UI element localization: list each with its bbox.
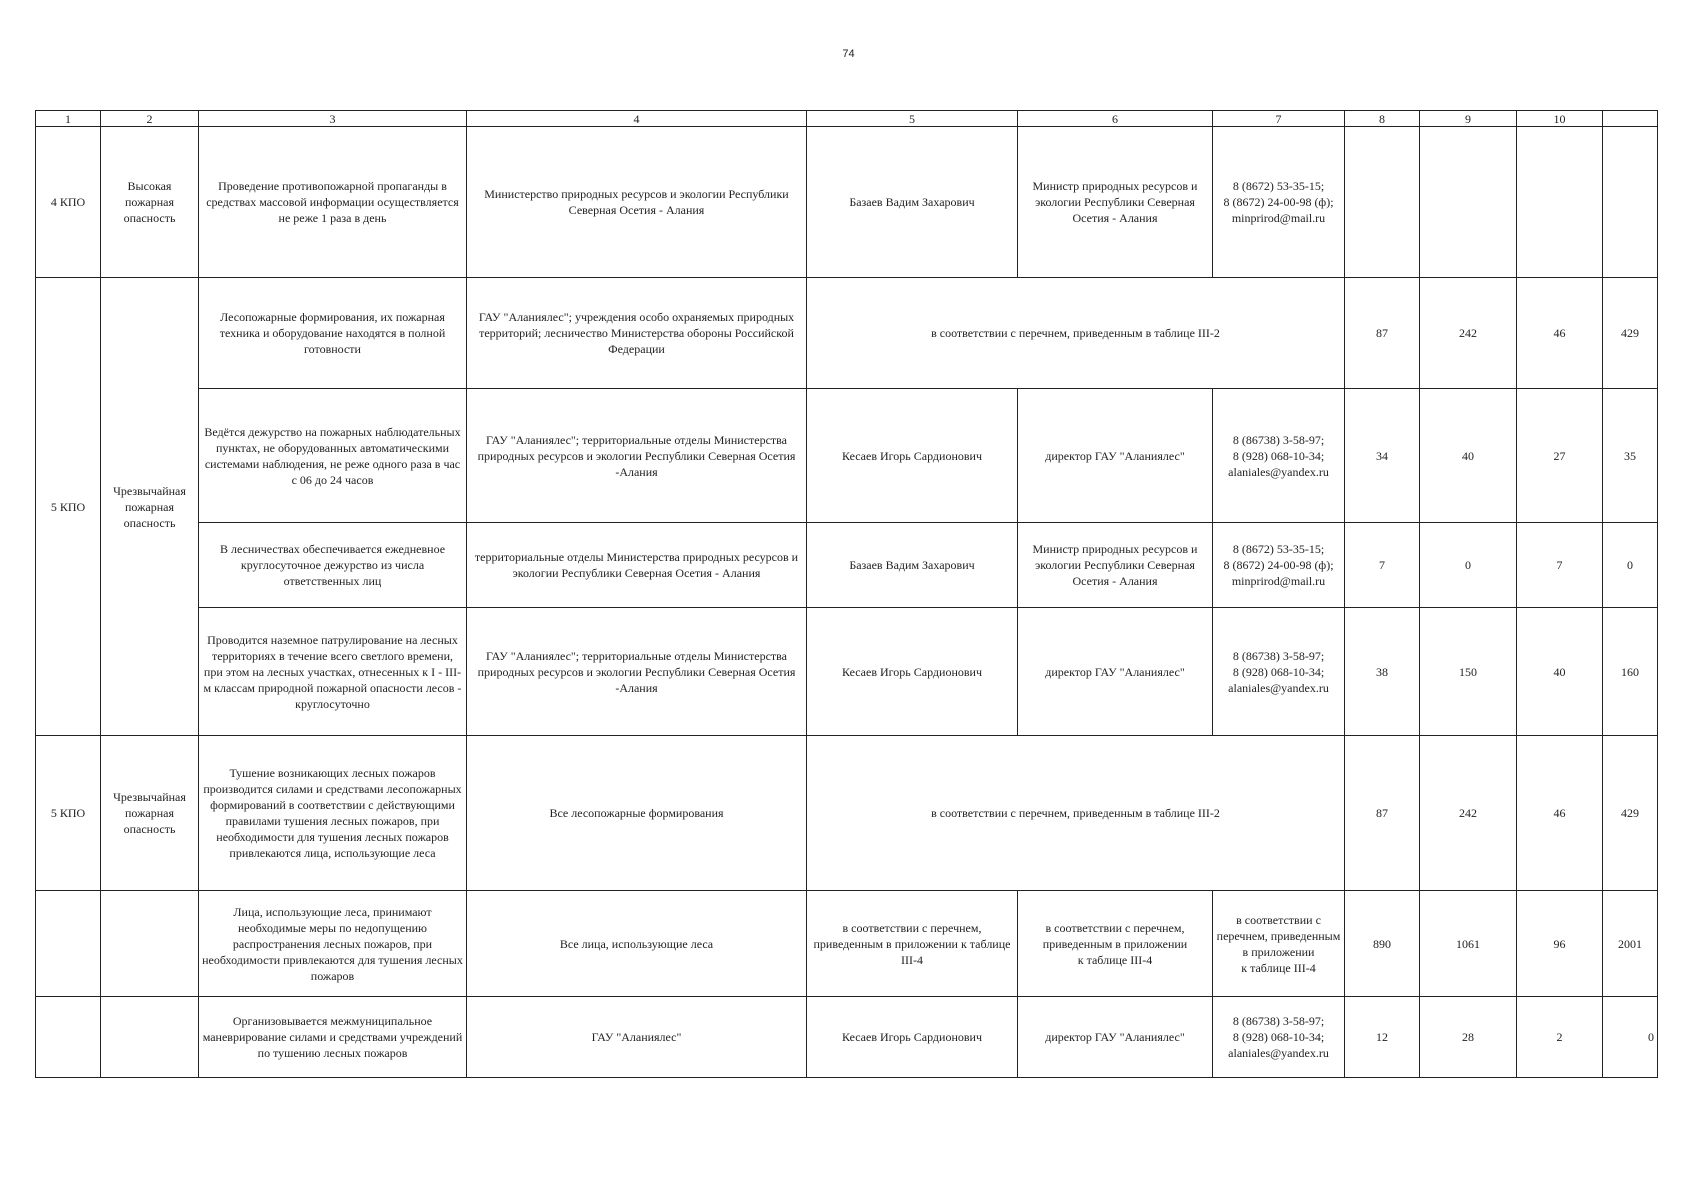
measure-text: Ведётся дежурство на пожарных наблюдательных пунктах, не оборудованных автоматическими системами наблюдения, не реже одного раза в час с 06 до 24 часов [199,389,467,523]
table-row [36,736,1658,891]
value-col8: 38 [1345,608,1420,736]
measure-text: Лица, использующие леса, принимают необходимые меры по недопущению распространения лесных пожаров, при необходимости привлекаются для тушения лесных пожаров [199,891,467,997]
value-col10: 40 [1517,608,1603,736]
value-col10: 96 [1517,891,1603,997]
value-col9: 242 [1420,736,1517,891]
value-col8: 890 [1345,891,1420,997]
position: в соответствии с перечнем, приведенным в приложении к таблице III-4 [1018,891,1213,997]
position: директор ГАУ "Аланиялес" [1018,608,1213,736]
value-col10: 2 [1517,997,1603,1078]
contacts: 8 (86738) 3-58-97; 8 (928) 068-10-34; alaniales@yandex.ru [1213,389,1345,523]
value-col10: 7 [1517,523,1603,608]
organization: территориальные отделы Министерства природных ресурсов и экологии Республики Северная Осетия - Алания [467,523,807,608]
column-number [1603,111,1658,127]
value-col10: 27 [1517,389,1603,523]
measure-text: Тушение возникающих лесных пожаров производится силами и средствами лесопожарных формирований в соответствии с действующими правилами тушения лесных пожаров, при необходимости для тушения лесных пожаров привлекаются лица, использующие леса [199,736,467,891]
table-row [36,891,1658,997]
empty-cell [36,891,101,997]
value-col9: 0 [1420,523,1517,608]
contacts: в соответствии с перечнем, приведенным в приложении к таблице III-4 [1213,891,1345,997]
column-number: 6 [1018,111,1213,127]
column-number: 4 [467,111,807,127]
table-row [36,389,1658,523]
measure-text: Проведение противопожарной пропаганды в средствах массовой информации осуществляется не реже 1 раза в день [199,127,467,278]
danger-level: Высокая пожарная опасность [101,127,199,278]
value-cell [1517,127,1603,278]
danger-level: Чрезвычайная пожарная опасность [101,278,199,736]
value-col8: 87 [1345,736,1420,891]
organization: ГАУ "Аланиялес"; учреждения особо охраняемых природных территорий; лесничество Министерства обороны Российской Федерации [467,278,807,389]
responsible-person: Базаев Вадим Захарович [807,523,1018,608]
column-number: 8 [1345,111,1420,127]
value-col11: 429 [1603,736,1658,891]
organization: Все лесопожарные формирования [467,736,807,891]
value-col8: 34 [1345,389,1420,523]
value-col9: 1061 [1420,891,1517,997]
column-number: 1 [36,111,101,127]
column-number: 7 [1213,111,1345,127]
column-number: 9 [1420,111,1517,127]
organization: Министерство природных ресурсов и экологии Республики Северная Осетия - Алания [467,127,807,278]
value-col9: 28 [1420,997,1517,1078]
kpo-class: 5 КПО [36,736,101,891]
empty-cell [101,891,199,997]
empty-cell [36,997,101,1078]
table-row [36,278,1658,389]
organization: ГАУ "Аланиялес"; территориальные отделы Министерства природных ресурсов и экологии Республики Северная Осетия -Алания [467,389,807,523]
column-number-row [36,111,1658,127]
page-number: 74 [842,48,855,60]
contacts: 8 (86738) 3-58-97; 8 (928) 068-10-34; alaniales@yandex.ru [1213,608,1345,736]
responsible-person: в соответствии с перечнем, приведенным в приложении к таблице III-4 [807,891,1018,997]
column-number: 10 [1517,111,1603,127]
position: Министр природных ресурсов и экологии Республики Северная Осетия - Алания [1018,523,1213,608]
value-col10: 46 [1517,278,1603,389]
responsible-person: Базаев Вадим Захарович [807,127,1018,278]
value-cell [1603,127,1658,278]
position: директор ГАУ "Аланиялес" [1018,389,1213,523]
measure-text: Организовывается межмуниципальное маневрирование силами и средствами учреждений по тушению лесных пожаров [199,997,467,1078]
value-col11: 0 [1603,523,1658,608]
responsible-person: Кесаев Игорь Сардионович [807,389,1018,523]
measure-text: Лесопожарные формирования, их пожарная техника и оборудование находятся в полной готовности [199,278,467,389]
fire-measures-table [35,110,1658,1078]
value-col9: 150 [1420,608,1517,736]
value-col9: 40 [1420,389,1517,523]
value-col9: 242 [1420,278,1517,389]
responsible-person: Кесаев Игорь Сардионович [807,608,1018,736]
measure-text: Проводится наземное патрулирование на лесных территориях в течение всего светлого времени, при этом на лесных участках, отнесенных к I - III-м классам природной пожарной опасности лесов - круглосуточно [199,608,467,736]
value-col11: 35 [1603,389,1658,523]
merged-reference: в соответствии с перечнем, приведенным в таблице III-2 [807,736,1345,891]
organization: ГАУ "Аланиялес" [467,997,807,1078]
value-col11: 2001 [1603,891,1658,997]
value-cell [1420,127,1517,278]
kpo-class: 5 КПО [36,278,101,736]
value-col8: 12 [1345,997,1420,1078]
table-row [36,997,1658,1078]
table-row [36,523,1658,608]
value-col8: 7 [1345,523,1420,608]
merged-reference: в соответствии с перечнем, приведенным в таблице III-2 [807,278,1345,389]
organization: ГАУ "Аланиялес"; территориальные отделы Министерства природных ресурсов и экологии Республики Северная Осетия -Алания [467,608,807,736]
measure-text: В лесничествах обеспечивается ежедневное круглосуточное дежурство из числа ответственных лиц [199,523,467,608]
value-col11: 429 [1603,278,1658,389]
contacts: 8 (8672) 53-35-15; 8 (8672) 24-00-98 (ф); minprirod@mail.ru [1213,127,1345,278]
contacts: 8 (8672) 53-35-15; 8 (8672) 24-00-98 (ф); minprirod@mail.ru [1213,523,1345,608]
value-col11: 0 [1603,997,1658,1078]
position: Министр природных ресурсов и экологии Республики Северная Осетия - Алания [1018,127,1213,278]
table-row [36,127,1658,278]
value-col8: 87 [1345,278,1420,389]
contacts: 8 (86738) 3-58-97; 8 (928) 068-10-34; alaniales@yandex.ru [1213,997,1345,1078]
responsible-person: Кесаев Игорь Сардионович [807,997,1018,1078]
column-number: 3 [199,111,467,127]
value-col10: 46 [1517,736,1603,891]
empty-cell [101,997,199,1078]
column-number: 2 [101,111,199,127]
danger-level: Чрезвычайная пожарная опасность [101,736,199,891]
kpo-class: 4 КПО [36,127,101,278]
table-row [36,608,1658,736]
organization: Все лица, использующие леса [467,891,807,997]
column-number: 5 [807,111,1018,127]
position: директор ГАУ "Аланиялес" [1018,997,1213,1078]
value-col11: 160 [1603,608,1658,736]
value-cell [1345,127,1420,278]
